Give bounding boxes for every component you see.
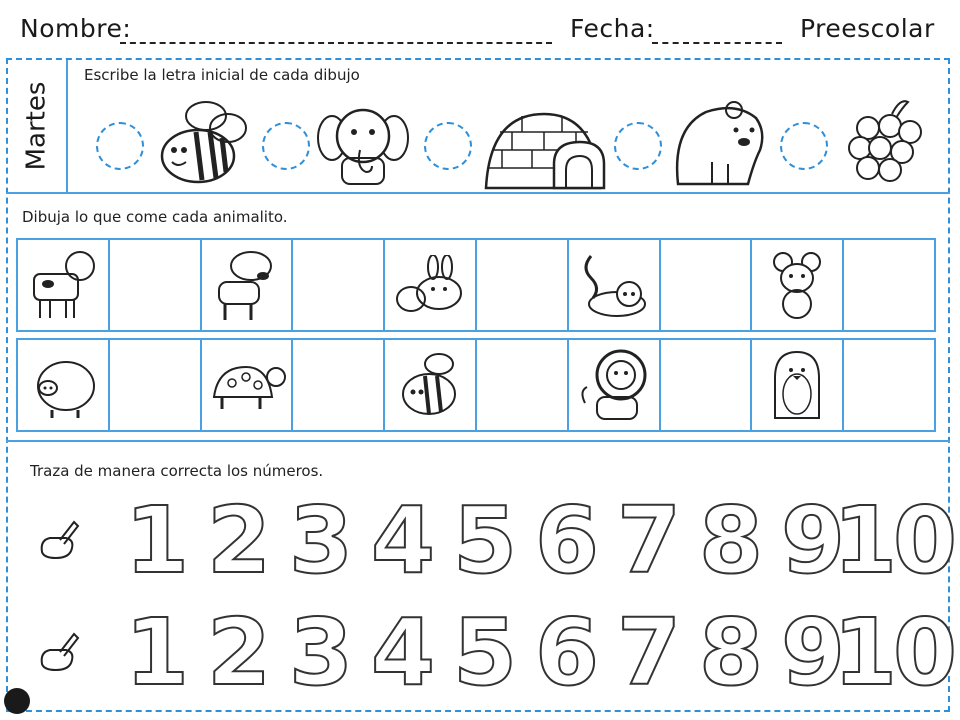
worksheet-header	[0, 0, 960, 56]
elephant-icon	[316, 102, 410, 190]
number-list	[114, 486, 954, 594]
bee-icon	[393, 350, 467, 420]
trace-number[interactable]: 7	[616, 598, 677, 706]
animal-cell	[569, 340, 661, 430]
section-divider-2	[6, 440, 950, 442]
name-field-line[interactable]	[120, 42, 552, 44]
number-list	[114, 598, 954, 706]
trace-number[interactable]: 5	[452, 598, 513, 706]
animal-cell	[385, 240, 477, 330]
lion-icon	[577, 347, 651, 423]
animal-food-row-2	[16, 338, 936, 432]
food-drawing-cell[interactable]	[110, 240, 202, 330]
day-divider	[66, 60, 68, 192]
bear-icon	[672, 98, 766, 188]
letter-circle-4[interactable]	[614, 122, 662, 170]
letter-circle-3[interactable]	[424, 122, 472, 170]
trace-number[interactable]: 1	[124, 486, 185, 594]
tracing-row-1	[36, 486, 954, 594]
trace-number[interactable]: 3	[288, 598, 349, 706]
name-label: Nombre:	[20, 14, 132, 43]
turtle-icon	[206, 353, 286, 417]
pencil-hand-icon	[36, 518, 80, 562]
trace-number[interactable]: 8	[698, 486, 759, 594]
section2-instruction: Dibuja lo que come cada animalito.	[22, 208, 288, 226]
igloo-icon	[482, 108, 608, 190]
bee-icon	[156, 98, 248, 188]
mouse-icon	[767, 248, 827, 322]
day-text: Martes	[21, 81, 52, 171]
food-drawing-cell[interactable]	[110, 340, 202, 430]
food-drawing-cell[interactable]	[661, 340, 753, 430]
food-drawing-cell[interactable]	[844, 240, 934, 330]
food-drawing-cell[interactable]	[477, 340, 569, 430]
level-label: Preescolar	[800, 14, 935, 43]
pencil-hand-icon	[36, 630, 80, 674]
letter-circle-2[interactable]	[262, 122, 310, 170]
trace-number[interactable]: 10	[832, 486, 954, 594]
animal-cell	[569, 240, 661, 330]
trace-number[interactable]: 3	[288, 486, 349, 594]
letter-circle-5[interactable]	[780, 122, 828, 170]
section3-instruction: Traza de manera correcta los números.	[30, 462, 324, 480]
trace-number[interactable]: 1	[124, 598, 185, 706]
trace-number[interactable]: 10	[832, 598, 954, 706]
rabbit-icon	[393, 255, 467, 315]
section1-instruction: Escribe la letra inicial de cada dibujo	[84, 66, 360, 84]
animal-cell	[385, 340, 477, 430]
animal-cell	[752, 340, 844, 430]
publisher-logo	[4, 688, 30, 714]
trace-number[interactable]: 5	[452, 486, 513, 594]
date-label: Fecha:	[570, 14, 655, 43]
section-divider-1	[6, 192, 950, 194]
food-drawing-cell[interactable]	[293, 240, 385, 330]
food-drawing-cell[interactable]	[293, 340, 385, 430]
trace-number[interactable]: 8	[698, 598, 759, 706]
grapes-icon	[846, 94, 928, 188]
trace-number[interactable]: 2	[206, 598, 267, 706]
penguin-icon	[767, 348, 827, 422]
pig-icon	[26, 350, 100, 420]
trace-number[interactable]: 7	[616, 486, 677, 594]
animal-cell	[18, 340, 110, 430]
trace-number[interactable]: 6	[534, 598, 595, 706]
animal-cell	[202, 240, 294, 330]
cat-icon	[577, 248, 651, 322]
trace-number[interactable]: 9	[780, 486, 841, 594]
animal-cell	[18, 240, 110, 330]
food-drawing-cell[interactable]	[477, 240, 569, 330]
letter-circle-1[interactable]	[96, 122, 144, 170]
date-field-line[interactable]	[652, 42, 782, 44]
trace-number[interactable]: 9	[780, 598, 841, 706]
trace-number[interactable]: 4	[370, 486, 431, 594]
animal-food-row-1	[16, 238, 936, 332]
food-drawing-cell[interactable]	[844, 340, 934, 430]
trace-number[interactable]: 2	[206, 486, 267, 594]
cow-icon	[28, 248, 98, 322]
trace-number[interactable]: 4	[370, 598, 431, 706]
trace-number[interactable]: 6	[534, 486, 595, 594]
animal-cell	[752, 240, 844, 330]
dog-icon	[211, 248, 281, 322]
food-drawing-cell[interactable]	[661, 240, 753, 330]
tracing-row-2	[36, 598, 954, 706]
animal-cell	[202, 340, 294, 430]
day-label	[6, 60, 66, 192]
